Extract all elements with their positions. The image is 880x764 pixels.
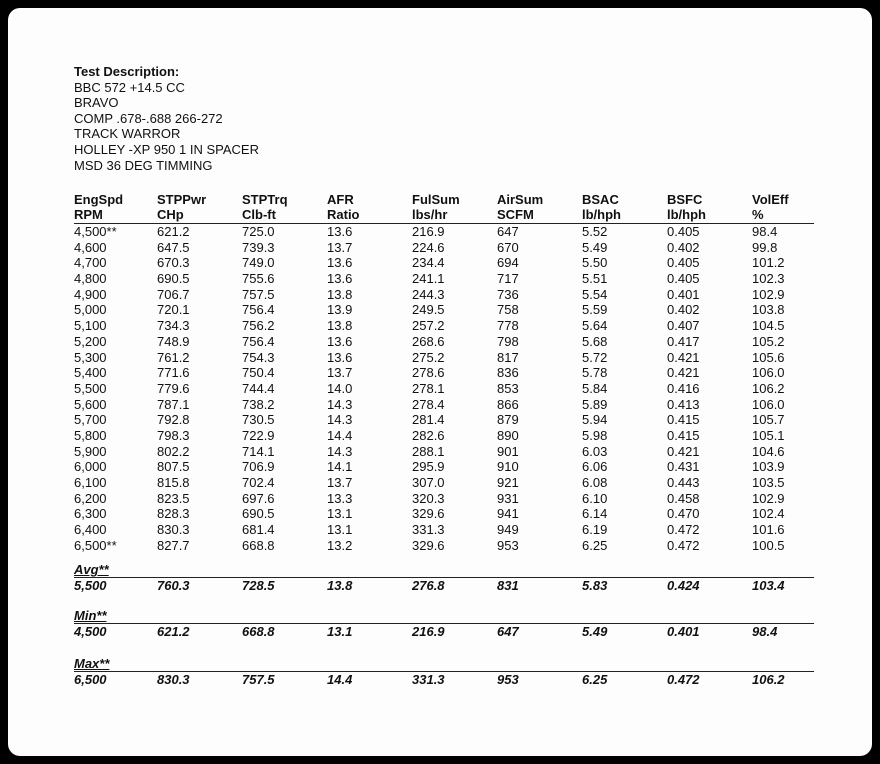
table-cell: 6,200 bbox=[74, 490, 107, 506]
table-cell: 224.6 bbox=[412, 239, 445, 255]
column-header: VolEff bbox=[752, 192, 789, 207]
dyno-data-table bbox=[74, 192, 814, 553]
table-cell: 6.19 bbox=[582, 522, 608, 538]
table-cell: 798.3 bbox=[157, 427, 190, 443]
table-cell: 5.51 bbox=[582, 271, 608, 287]
table-cell: 5.59 bbox=[582, 302, 608, 318]
table-cell: 4,600 bbox=[74, 239, 107, 255]
table-cell: 5,200 bbox=[74, 333, 107, 349]
table-cell: 901 bbox=[497, 443, 519, 459]
table-cell: 4,900 bbox=[74, 286, 107, 302]
document-page bbox=[8, 8, 872, 756]
table-cell: 99.8 bbox=[752, 239, 778, 255]
summary-label: Avg** bbox=[74, 562, 109, 577]
table-cell: 5,600 bbox=[74, 396, 107, 412]
table-cell: 5.54 bbox=[582, 286, 608, 302]
table-cell: 14.3 bbox=[327, 396, 353, 412]
table-cell: 739.3 bbox=[242, 239, 275, 255]
table-cell: 0.402 bbox=[667, 239, 700, 255]
table-cell: 792.8 bbox=[157, 412, 190, 428]
table-cell: 4,700 bbox=[74, 255, 107, 271]
table-cell: 681.4 bbox=[242, 522, 275, 538]
table-cell: 690.5 bbox=[157, 271, 190, 287]
table-cell: 105.1 bbox=[752, 427, 785, 443]
table-cell: 100.5 bbox=[752, 537, 785, 553]
table-cell: 0.421 bbox=[667, 443, 700, 459]
table-cell: 748.9 bbox=[157, 333, 190, 349]
column-unit: CHp bbox=[157, 207, 184, 222]
table-cell: 278.6 bbox=[412, 365, 445, 381]
table-cell: 890 bbox=[497, 427, 519, 443]
table-cell: 5,000 bbox=[74, 302, 107, 318]
summary-cell: 216.9 bbox=[412, 624, 445, 639]
table-cell: 750.4 bbox=[242, 365, 275, 381]
table-cell: 329.6 bbox=[412, 537, 445, 553]
table-cell: 5.98 bbox=[582, 427, 608, 443]
table-cell: 0.405 bbox=[667, 224, 700, 239]
table-cell: 5.94 bbox=[582, 412, 608, 428]
table-cell: 828.3 bbox=[157, 506, 190, 522]
table-cell: 6,100 bbox=[74, 475, 107, 490]
test-description-title: Test Description: bbox=[74, 64, 180, 79]
summary-cell: 668.8 bbox=[242, 624, 275, 639]
table-cell: 320.3 bbox=[412, 490, 445, 506]
table-cell: 725.0 bbox=[242, 224, 275, 239]
table-cell: 931 bbox=[497, 490, 519, 506]
table-cell: 866 bbox=[497, 396, 519, 412]
table-cell: 0.421 bbox=[667, 349, 700, 365]
table-cell: 830.3 bbox=[157, 522, 190, 538]
table-row bbox=[74, 428, 814, 444]
table-cell: 802.2 bbox=[157, 443, 190, 459]
table-cell: 14.1 bbox=[327, 459, 353, 475]
table-cell: 668.8 bbox=[242, 537, 275, 553]
table-cell: 744.4 bbox=[242, 380, 275, 396]
table-cell: 758 bbox=[497, 302, 519, 318]
column-header: STPPwr bbox=[157, 192, 207, 207]
summary-cell: 5.83 bbox=[582, 578, 608, 593]
summary-min bbox=[74, 608, 814, 640]
table-cell: 5.78 bbox=[582, 365, 608, 381]
table-cell: 714.1 bbox=[242, 443, 275, 459]
table-cell: 787.1 bbox=[157, 396, 190, 412]
column-unit: % bbox=[752, 207, 764, 222]
table-cell: 0.413 bbox=[667, 396, 700, 412]
table-cell: 0.470 bbox=[667, 506, 700, 522]
table-cell: 771.6 bbox=[157, 365, 190, 381]
table-cell: 6.03 bbox=[582, 443, 608, 459]
table-row bbox=[74, 381, 814, 397]
table-cell: 278.1 bbox=[412, 380, 445, 396]
table-cell: 5,800 bbox=[74, 427, 107, 443]
table-cell: 13.2 bbox=[327, 537, 353, 553]
column-unit: Clb-ft bbox=[242, 207, 276, 222]
summary-cell: 0.424 bbox=[667, 578, 700, 593]
table-cell: 6,400 bbox=[74, 522, 107, 538]
table-cell: 5.64 bbox=[582, 318, 608, 334]
table-cell: 331.3 bbox=[412, 522, 445, 538]
table-cell: 103.9 bbox=[752, 459, 785, 475]
table-row bbox=[74, 365, 814, 381]
table-cell: 0.443 bbox=[667, 475, 700, 490]
table-cell: 268.6 bbox=[412, 333, 445, 349]
column-unit: Ratio bbox=[327, 207, 360, 222]
table-cell: 5.68 bbox=[582, 333, 608, 349]
summary-cell: 5,500 bbox=[74, 578, 107, 593]
table-cell: 13.6 bbox=[327, 255, 353, 271]
table-cell: 278.4 bbox=[412, 396, 445, 412]
table-cell: 14.0 bbox=[327, 380, 353, 396]
column-unit: lb/hph bbox=[667, 207, 706, 222]
table-cell: 949 bbox=[497, 522, 519, 538]
table-cell: 702.4 bbox=[242, 475, 275, 490]
table-cell: 647 bbox=[497, 224, 519, 239]
summary-cell: 13.8 bbox=[327, 578, 353, 593]
table-cell: 5,100 bbox=[74, 318, 107, 334]
table-cell: 6,000 bbox=[74, 459, 107, 475]
table-cell: 0.405 bbox=[667, 255, 700, 271]
summary-row bbox=[74, 672, 814, 688]
table-cell: 706.7 bbox=[157, 286, 190, 302]
summary-cell: 4,500 bbox=[74, 624, 107, 639]
table-row bbox=[74, 271, 814, 287]
table-row bbox=[74, 287, 814, 303]
table-cell: 105.7 bbox=[752, 412, 785, 428]
table-row bbox=[74, 255, 814, 271]
table-cell: 879 bbox=[497, 412, 519, 428]
table-cell: 6.14 bbox=[582, 506, 608, 522]
summary-cell: 728.5 bbox=[242, 578, 275, 593]
table-body bbox=[74, 224, 814, 553]
description-line: COMP .678-.688 266-272 bbox=[74, 110, 223, 126]
column-unit: RPM bbox=[74, 207, 103, 222]
table-cell: 106.0 bbox=[752, 365, 785, 381]
table-cell: 98.4 bbox=[752, 224, 778, 239]
table-cell: 104.5 bbox=[752, 318, 785, 334]
table-cell: 953 bbox=[497, 537, 519, 553]
table-cell: 101.6 bbox=[752, 522, 785, 538]
table-cell: 244.3 bbox=[412, 286, 445, 302]
summary-cell: 757.5 bbox=[242, 672, 275, 687]
table-cell: 106.0 bbox=[752, 396, 785, 412]
summary-cell: 106.2 bbox=[752, 672, 785, 687]
test-description bbox=[74, 64, 259, 173]
table-cell: 216.9 bbox=[412, 224, 445, 239]
table-cell: 778 bbox=[497, 318, 519, 334]
table-cell: 5.72 bbox=[582, 349, 608, 365]
table-cell: 241.1 bbox=[412, 271, 445, 287]
summary-cell: 331.3 bbox=[412, 672, 445, 687]
summary-max bbox=[74, 656, 814, 688]
table-cell: 736 bbox=[497, 286, 519, 302]
table-cell: 102.4 bbox=[752, 506, 785, 522]
table-cell: 749.0 bbox=[242, 255, 275, 271]
table-cell: 694 bbox=[497, 255, 519, 271]
table-cell: 756.2 bbox=[242, 318, 275, 334]
table-cell: 5,900 bbox=[74, 443, 107, 459]
table-cell: 13.7 bbox=[327, 475, 353, 490]
table-row bbox=[74, 491, 814, 507]
column-header: AirSum bbox=[497, 192, 544, 207]
table-cell: 817 bbox=[497, 349, 519, 365]
table-cell: 106.2 bbox=[752, 380, 785, 396]
table-cell: 249.5 bbox=[412, 302, 445, 318]
table-cell: 647.5 bbox=[157, 239, 190, 255]
column-header: AFR bbox=[327, 192, 354, 207]
summary-cell: 5.49 bbox=[582, 624, 608, 639]
table-cell: 6,300 bbox=[74, 506, 107, 522]
description-line: BBC 572 +14.5 CC bbox=[74, 79, 185, 95]
table-cell: 6.06 bbox=[582, 459, 608, 475]
table-cell: 836 bbox=[497, 365, 519, 381]
table-cell: 101.2 bbox=[752, 255, 785, 271]
table-cell: 13.7 bbox=[327, 365, 353, 381]
table-cell: 282.6 bbox=[412, 427, 445, 443]
table-cell: 5,300 bbox=[74, 349, 107, 365]
table-cell: 13.8 bbox=[327, 286, 353, 302]
table-cell: 0.402 bbox=[667, 302, 700, 318]
table-row bbox=[74, 538, 814, 554]
summary-cell: 14.4 bbox=[327, 672, 353, 687]
table-cell: 815.8 bbox=[157, 475, 190, 490]
table-cell: 13.7 bbox=[327, 239, 353, 255]
table-cell: 807.5 bbox=[157, 459, 190, 475]
table-cell: 5,500 bbox=[74, 380, 107, 396]
table-cell: 0.415 bbox=[667, 412, 700, 428]
table-cell: 5.84 bbox=[582, 380, 608, 396]
table-cell: 4,500** bbox=[74, 224, 117, 239]
table-cell: 281.4 bbox=[412, 412, 445, 428]
table-cell: 720.1 bbox=[157, 302, 190, 318]
table-row bbox=[74, 459, 814, 475]
summary-cell: 276.8 bbox=[412, 578, 445, 593]
table-cell: 102.9 bbox=[752, 286, 785, 302]
table-cell: 755.6 bbox=[242, 271, 275, 287]
table-cell: 0.458 bbox=[667, 490, 700, 506]
table-cell: 0.407 bbox=[667, 318, 700, 334]
table-cell: 697.6 bbox=[242, 490, 275, 506]
table-cell: 853 bbox=[497, 380, 519, 396]
table-row bbox=[74, 302, 814, 318]
summary-cell: 6,500 bbox=[74, 672, 107, 687]
table-cell: 6.25 bbox=[582, 537, 608, 553]
table-cell: 13.6 bbox=[327, 224, 353, 239]
table-row bbox=[74, 224, 814, 240]
table-cell: 13.9 bbox=[327, 302, 353, 318]
table-cell: 13.3 bbox=[327, 490, 353, 506]
column-header: BSAC bbox=[582, 192, 619, 207]
table-cell: 13.6 bbox=[327, 333, 353, 349]
table-cell: 756.4 bbox=[242, 333, 275, 349]
table-cell: 0.421 bbox=[667, 365, 700, 381]
table-row bbox=[74, 506, 814, 522]
table-cell: 5.49 bbox=[582, 239, 608, 255]
column-header: STPTrq bbox=[242, 192, 288, 207]
table-cell: 730.5 bbox=[242, 412, 275, 428]
summary-cell: 647 bbox=[497, 624, 519, 639]
table-header-names bbox=[74, 192, 814, 207]
table-cell: 13.8 bbox=[327, 318, 353, 334]
summary-label: Min** bbox=[74, 608, 107, 623]
summary-cell: 13.1 bbox=[327, 624, 353, 639]
table-cell: 0.401 bbox=[667, 286, 700, 302]
table-cell: 5.52 bbox=[582, 224, 608, 239]
table-cell: 621.2 bbox=[157, 224, 190, 239]
table-cell: 13.6 bbox=[327, 349, 353, 365]
table-row bbox=[74, 350, 814, 366]
table-cell: 754.3 bbox=[242, 349, 275, 365]
summary-row bbox=[74, 624, 814, 640]
column-header: FulSum bbox=[412, 192, 460, 207]
description-line: BRAVO bbox=[74, 95, 119, 111]
table-cell: 14.3 bbox=[327, 443, 353, 459]
table-cell: 257.2 bbox=[412, 318, 445, 334]
summary-cell: 830.3 bbox=[157, 672, 190, 687]
description-line: MSD 36 DEG TIMMING bbox=[74, 157, 213, 173]
column-unit: lb/hph bbox=[582, 207, 621, 222]
table-cell: 670 bbox=[497, 239, 519, 255]
table-cell: 13.1 bbox=[327, 506, 353, 522]
column-header: EngSpd bbox=[74, 192, 124, 207]
summary-cell: 6.25 bbox=[582, 672, 608, 687]
table-cell: 722.9 bbox=[242, 427, 275, 443]
summary-cell: 0.472 bbox=[667, 672, 700, 687]
table-cell: 5.89 bbox=[582, 396, 608, 412]
table-cell: 295.9 bbox=[412, 459, 445, 475]
table-header-units bbox=[74, 207, 814, 222]
summary-cell: 98.4 bbox=[752, 624, 778, 639]
table-cell: 105.2 bbox=[752, 333, 785, 349]
table-cell: 13.6 bbox=[327, 271, 353, 287]
table-cell: 13.1 bbox=[327, 522, 353, 538]
table-cell: 329.6 bbox=[412, 506, 445, 522]
table-cell: 307.0 bbox=[412, 475, 445, 490]
table-cell: 921 bbox=[497, 475, 519, 490]
table-cell: 5,400 bbox=[74, 365, 107, 381]
table-row bbox=[74, 475, 814, 491]
table-cell: 0.472 bbox=[667, 522, 700, 538]
description-line: TRACK WARROR bbox=[74, 126, 181, 142]
table-cell: 717 bbox=[497, 271, 519, 287]
summary-cell: 103.4 bbox=[752, 578, 785, 593]
table-row bbox=[74, 412, 814, 428]
table-cell: 706.9 bbox=[242, 459, 275, 475]
table-row bbox=[74, 397, 814, 413]
table-cell: 103.8 bbox=[752, 302, 785, 318]
table-cell: 6.08 bbox=[582, 475, 608, 490]
table-cell: 941 bbox=[497, 506, 519, 522]
table-cell: 103.5 bbox=[752, 475, 785, 490]
description-line: HOLLEY -XP 950 1 IN SPACER bbox=[74, 141, 259, 157]
table-cell: 779.6 bbox=[157, 380, 190, 396]
column-unit: lbs/hr bbox=[412, 207, 448, 222]
table-cell: 288.1 bbox=[412, 443, 445, 459]
table-row bbox=[74, 240, 814, 256]
table-cell: 670.3 bbox=[157, 255, 190, 271]
summary-avg bbox=[74, 562, 814, 594]
table-cell: 14.4 bbox=[327, 427, 353, 443]
table-cell: 823.5 bbox=[157, 490, 190, 506]
table-cell: 0.472 bbox=[667, 537, 700, 553]
table-cell: 6.10 bbox=[582, 490, 608, 506]
table-cell: 756.4 bbox=[242, 302, 275, 318]
table-cell: 104.6 bbox=[752, 443, 785, 459]
table-cell: 5,700 bbox=[74, 412, 107, 428]
summary-cell: 0.401 bbox=[667, 624, 700, 639]
table-cell: 738.2 bbox=[242, 396, 275, 412]
table-cell: 0.415 bbox=[667, 427, 700, 443]
table-cell: 690.5 bbox=[242, 506, 275, 522]
table-row bbox=[74, 444, 814, 460]
table-cell: 761.2 bbox=[157, 349, 190, 365]
table-cell: 102.9 bbox=[752, 490, 785, 506]
table-row bbox=[74, 318, 814, 334]
column-header: BSFC bbox=[667, 192, 703, 207]
table-cell: 4,800 bbox=[74, 271, 107, 287]
summary-cell: 621.2 bbox=[157, 624, 190, 639]
table-cell: 0.431 bbox=[667, 459, 700, 475]
table-cell: 0.405 bbox=[667, 271, 700, 287]
table-cell: 14.3 bbox=[327, 412, 353, 428]
summary-cell: 831 bbox=[497, 578, 519, 593]
column-unit: SCFM bbox=[497, 207, 534, 222]
table-cell: 0.417 bbox=[667, 333, 700, 349]
summary-cell: 953 bbox=[497, 672, 519, 687]
table-cell: 275.2 bbox=[412, 349, 445, 365]
table-cell: 5.50 bbox=[582, 255, 608, 271]
table-cell: 798 bbox=[497, 333, 519, 349]
table-cell: 6,500** bbox=[74, 537, 117, 553]
summary-label: Max** bbox=[74, 656, 110, 671]
table-cell: 234.4 bbox=[412, 255, 445, 271]
table-row bbox=[74, 334, 814, 350]
table-cell: 827.7 bbox=[157, 537, 190, 553]
table-cell: 757.5 bbox=[242, 286, 275, 302]
summary-cell: 760.3 bbox=[157, 578, 190, 593]
summary-row bbox=[74, 578, 814, 594]
table-cell: 0.416 bbox=[667, 380, 700, 396]
table-cell: 102.3 bbox=[752, 271, 785, 287]
table-cell: 105.6 bbox=[752, 349, 785, 365]
table-cell: 910 bbox=[497, 459, 519, 475]
table-row bbox=[74, 522, 814, 538]
table-cell: 734.3 bbox=[157, 318, 190, 334]
